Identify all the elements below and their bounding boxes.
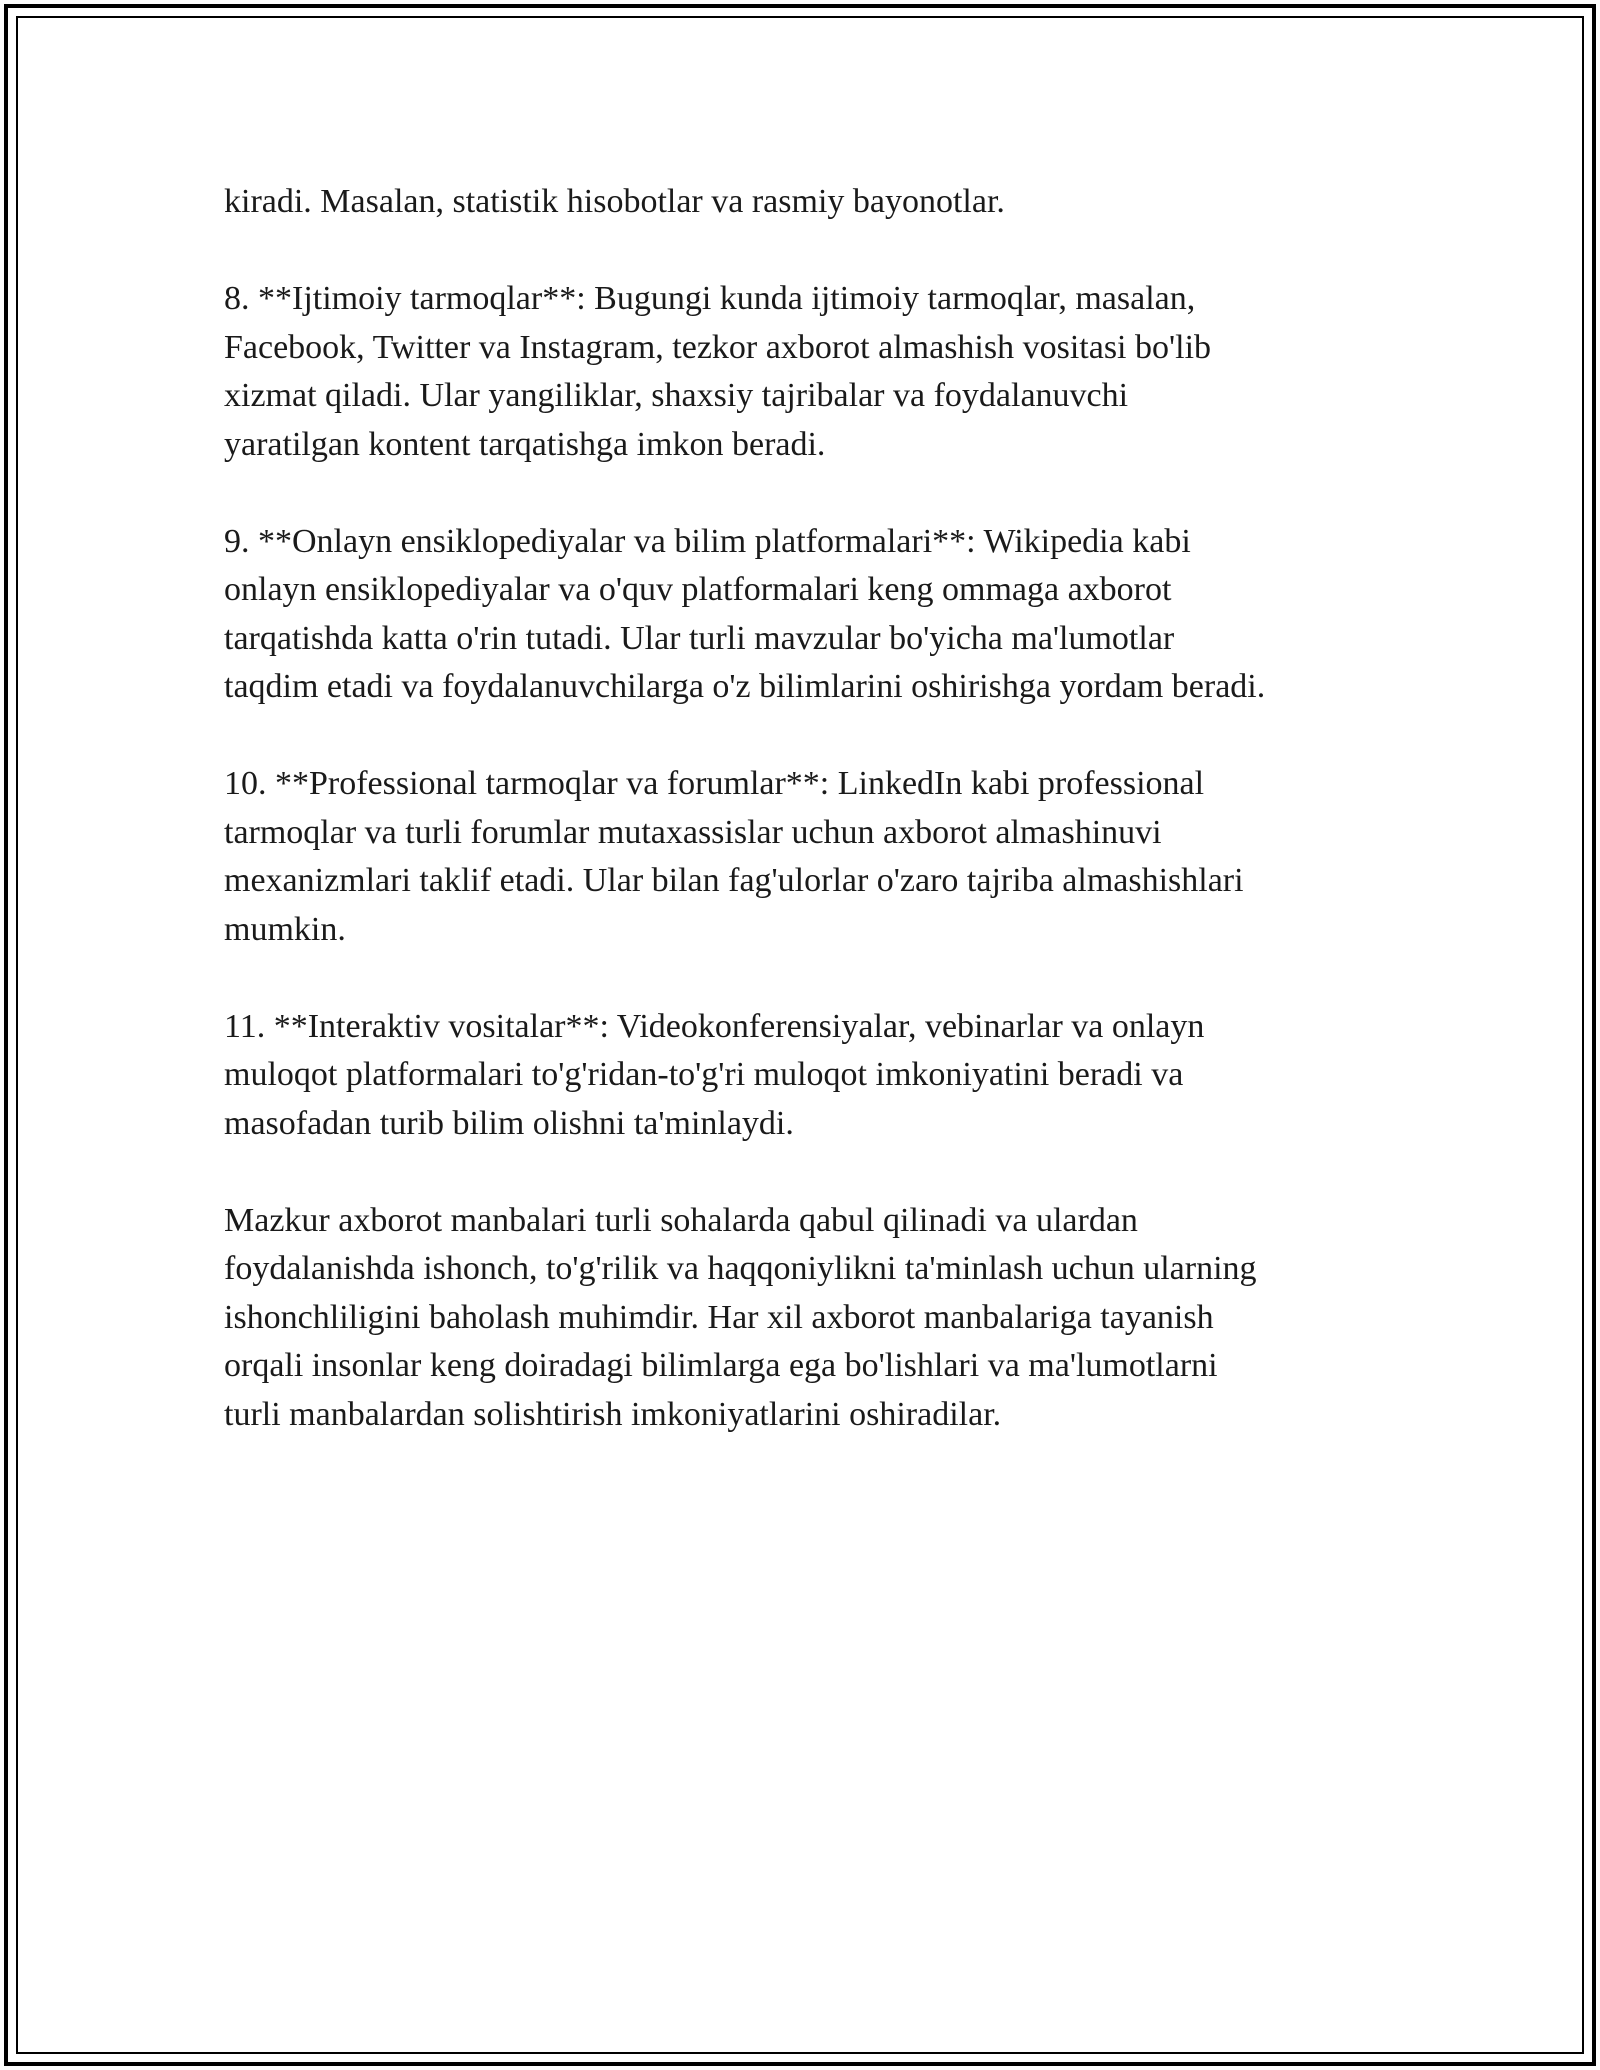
text-line: tarmoqlar va turli forumlar mutaxassislar uchun axborot almashinuvi <box>224 813 1162 851</box>
text-line: kiradi. Masalan, statistik hisobotlar va rasmiy bayonotlar. <box>224 183 1005 220</box>
text-line: 11. **Interaktiv vositalar**: Videokonferensiyalar, vebinarlar va onlayn <box>224 1007 1205 1045</box>
paragraph-continuation <box>224 178 1384 227</box>
text-line: orqali insonlar keng doiradagi bilimlarga ega bo'lishlari va ma'lumotlarni <box>224 1347 1218 1384</box>
paragraph-item-10-professional-networks <box>224 760 1384 954</box>
text-line: 10. **Professional tarmoqlar va forumlar**: LinkedIn kabi professional <box>224 765 1205 802</box>
paragraph-item-11-interactive-tools <box>224 1003 1384 1149</box>
text-line: tarqatishda katta o'rin tutadi. Ular turli mavzular bo'yicha ma'lumotlar <box>224 619 1175 657</box>
text-line: ishonchliligini baholash muhimdir. Har xil axborot manbalariga tayanish <box>224 1298 1214 1336</box>
text-line: xizmat qiladi. Ular yangiliklar, shaxsiy tajribalar va foydalanuvchi <box>224 377 1129 414</box>
text-line: foydalanishda ishonch, to'g'rilik va haqqoniylikni ta'minlash uchun ularning <box>224 1250 1257 1287</box>
text-line: yaratilgan kontent tarqatishga imkon beradi. <box>224 425 826 463</box>
text-line: mexanizmlari taklif etadi. Ular bilan fag'ulorlar o'zaro tajriba almashishlari <box>224 862 1244 899</box>
text-line: 9. **Onlayn ensiklopediyalar va bilim platformalari**: Wikipedia kabi <box>224 522 1191 560</box>
text-line: turli manbalardan solishtirish imkoniyatlarini oshiradilar. <box>224 1395 1002 1433</box>
text-line: muloqot platformalari to'g'ridan-to'g'ri muloqot imkoniyatini beradi va <box>224 1056 1184 1093</box>
paragraph-item-8-social-networks <box>224 275 1384 469</box>
document-body <box>224 178 1384 1488</box>
text-line: taqdim etadi va foydalanuvchilarga o'z bilimlarini oshirishga yordam beradi. <box>224 668 1266 705</box>
text-line: Mazkur axborot manbalari turli sohalarda qabul qilinadi va ulardan <box>224 1201 1138 1239</box>
paragraph-item-9-online-encyclopedias <box>224 518 1384 712</box>
text-line: Facebook, Twitter va Instagram, tezkor axborot almashish vositasi bo'lib <box>224 328 1212 366</box>
text-line: onlayn ensiklopediyalar va o'quv platformalari keng ommaga axborot <box>224 571 1172 608</box>
text-line: 8. **Ijtimoiy tarmoqlar**: Bugungi kunda ijtimoiy tarmoqlar, masalan, <box>224 280 1196 317</box>
text-line: masofadan turib bilim olishni ta'minlaydi. <box>224 1104 794 1142</box>
text-line: mumkin. <box>224 910 346 948</box>
paragraph-conclusion <box>224 1197 1384 1440</box>
